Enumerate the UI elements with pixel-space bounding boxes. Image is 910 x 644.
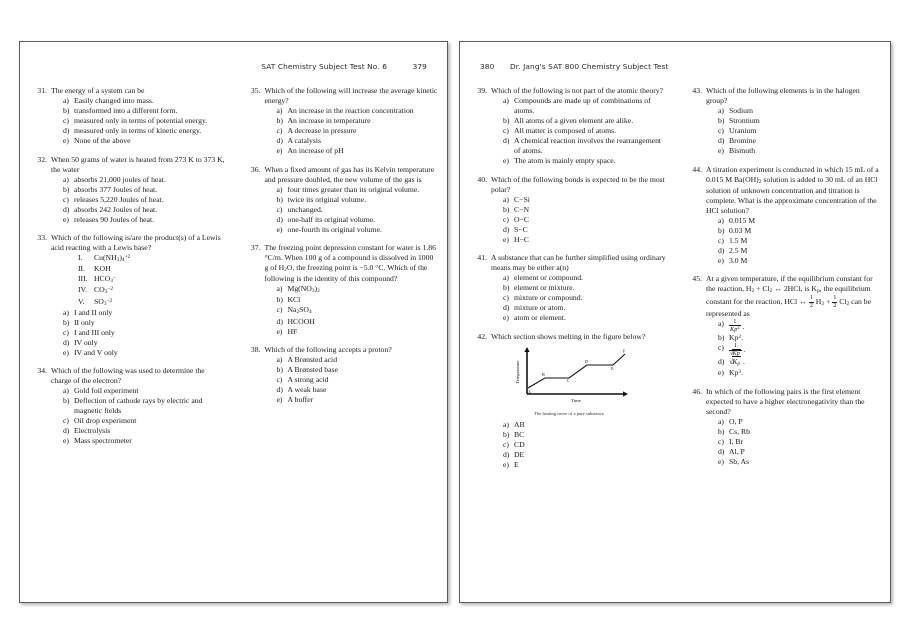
question-stem: Which of the following was used to determine the charge of the electron?: [51, 366, 205, 386]
option-d[interactable]: d) Al, P: [718, 446, 745, 456]
question-42: [476, 332, 667, 470]
option-c[interactable]: c) All matter is composed of atoms.: [503, 126, 617, 135]
option-b[interactable]: b) Strontium: [718, 116, 760, 125]
option-formula: $\frac{1}{Kp^2}$ .: [730, 317, 745, 334]
svg-text:B: B: [542, 371, 545, 377]
option-list: [51, 175, 226, 225]
option-e[interactable]: e) IV and V only: [63, 347, 118, 357]
option-formula: $Na_2SO_4$: [287, 305, 312, 316]
left-column-2: [234, 86, 448, 455]
option-b[interactable]: b) C−N: [503, 204, 530, 214]
roman-formula: $HCO_3^-$: [94, 274, 116, 285]
svg-text:E: E: [611, 365, 614, 371]
question-40: [476, 175, 667, 245]
option-a[interactable]: a) I and II only: [63, 307, 113, 317]
option-a[interactable]: a) Gold foil experiment: [63, 386, 139, 396]
option-e[interactable]: e) Bismuth: [718, 146, 756, 155]
option-c[interactable]: c) releases 5,220 Joules of heat.: [63, 194, 164, 204]
svg-text:Time: Time: [571, 397, 581, 403]
option-b[interactable]: b) BC: [503, 429, 525, 439]
option-c[interactable]: c) CD: [503, 439, 525, 449]
option-c[interactable]: c) A strong acid: [276, 375, 329, 385]
option-c[interactable]: c) Oil drop experiment: [63, 416, 137, 426]
question-stem: In which of the following pairs is the first element expected to have a higher electronegativity than the second?: [706, 386, 865, 416]
option-d[interactable]: d) measured only in terms of kinetic energy.: [63, 126, 202, 135]
question-stem: Which of the following will increase the average kinetic energy?: [264, 86, 438, 105]
question-39: [476, 86, 667, 166]
option-a[interactable]: a) 0.015 M: [718, 215, 756, 225]
page-left: [19, 41, 448, 603]
option-e[interactable]: e) releases 90 Joules of heat.: [63, 214, 155, 224]
option-c[interactable]: c) $Na_2SO_4$: [277, 305, 440, 316]
svg-text:D: D: [585, 358, 589, 364]
option-formula: Kp$^3$.: [729, 368, 744, 378]
option-b[interactable]: b) element or mixture.: [503, 283, 575, 292]
option-b[interactable]: b) Kp$^2$.: [718, 333, 882, 343]
roman-formula: KOH: [94, 264, 111, 274]
svg-text:F: F: [623, 348, 626, 353]
question-stem: Which of the following is not part of the atomic theory?: [491, 86, 664, 95]
option-b[interactable]: b) twice its original volume.: [276, 194, 367, 204]
option-c[interactable]: c) Uranium: [718, 126, 757, 135]
right-page-columns: [460, 86, 890, 478]
question-number: 34.: [37, 366, 47, 376]
option-d[interactable]: d) A chemical reaction involves the rearrangement of atoms.: [503, 136, 662, 155]
option-b[interactable]: b) Cs, Rb: [718, 426, 750, 436]
option-e[interactable]: e) An increase of pH: [276, 146, 344, 155]
option-e[interactable]: e) atom or element.: [503, 313, 566, 322]
roman-item-i: I. $Cu(NH_3)_4^{+2}$: [78, 253, 131, 264]
question-number: 45.: [692, 274, 702, 284]
option-c[interactable]: c) I, Br: [718, 436, 744, 446]
question-44: [691, 165, 882, 266]
svg-text:Temperature: Temperature: [515, 359, 520, 384]
option-b[interactable]: b) 0.03 M: [718, 225, 752, 235]
option-e[interactable]: e) Kp$^3$.: [718, 368, 882, 378]
option-b[interactable]: b) II only: [63, 317, 95, 327]
question-41: [476, 253, 667, 323]
option-c[interactable]: c) I and III only: [63, 327, 115, 337]
option-a[interactable]: a) $\frac{1}{Kp^2}$ .: [718, 319, 882, 333]
left-page-columns: [20, 86, 447, 455]
page-right: [459, 41, 891, 603]
svg-text:A: A: [528, 389, 532, 394]
question-number: 41.: [477, 253, 487, 262]
question-number: 35.: [250, 86, 261, 95]
heating-curve-svg: [497, 346, 642, 408]
option-a[interactable]: a) element or compound.: [503, 273, 583, 282]
option-a[interactable]: a) O, P: [718, 416, 743, 426]
roman-numeral-list: [51, 253, 226, 308]
question-number: 37.: [250, 243, 261, 252]
option-c[interactable]: c) unchanged.: [276, 204, 323, 214]
question-36: [250, 165, 440, 235]
option-list: [706, 216, 882, 266]
option-formula: Kp$^2$.: [729, 333, 744, 343]
option-list: [706, 106, 882, 156]
option-e[interactable]: e) Mass spectrometer: [63, 436, 132, 446]
option-b[interactable]: b) All atoms of a given element are alike.: [503, 116, 634, 125]
option-formula: $√K_p$ .: [729, 357, 745, 368]
roman-formula: $Cu(NH_3)_4^{+2}$: [94, 253, 131, 264]
option-list: [491, 96, 667, 166]
question-32: [36, 155, 226, 225]
heating-curve-figure: [497, 346, 667, 417]
option-e[interactable]: e) The atom is mainly empty space.: [503, 156, 616, 165]
option-d[interactable]: d) $√K_p$ .: [718, 357, 882, 368]
option-list: [265, 284, 440, 336]
option-e[interactable]: e) None of the above: [63, 136, 131, 145]
question-stem: Which of the following accepts a proton?: [264, 345, 392, 355]
question-45: [691, 274, 882, 378]
option-d[interactable]: d) S−C: [503, 224, 528, 234]
question-stem: Which of the following elements is in the halogen group?: [706, 86, 860, 105]
roman-item-v: V. $SO_3^{-2}$: [78, 296, 113, 307]
option-d[interactable]: d) absorbs 242 Joules of heat.: [63, 204, 158, 214]
option-e[interactable]: e) E: [503, 459, 519, 469]
option-e[interactable]: e) Sb, As: [718, 456, 750, 466]
option-e[interactable]: e) HF: [276, 326, 298, 336]
question-number: 40.: [477, 174, 487, 184]
roman-item-iv: IV. $CO_3^{-2}$: [78, 285, 114, 296]
option-c[interactable]: c) A decrease in pressure: [276, 126, 357, 135]
option-list: [51, 386, 226, 446]
option-c[interactable]: c) $\frac{1}{√Kp}$ .: [718, 343, 882, 357]
left-column-1: [20, 86, 234, 455]
option-a[interactable]: a) Sodium: [718, 106, 753, 115]
option-a[interactable]: a) absorbs 21,000 joules of heat.: [63, 174, 166, 184]
option-a[interactable]: a) AB: [503, 419, 525, 429]
option-list: [51, 96, 226, 146]
question-stem: At a given temperature, if the equilibrium constant for the reaction, $H_2 + Cl_2$ ↔ 2HCl, is $K_p$, the equilibrium constant for the reaction, HCl ↔ $\frac{1}{2}$ $H_2$ + $\frac{1}{2}$ $Cl_2$ can be represented as: [706, 274, 873, 318]
option-e[interactable]: e) A buffer: [276, 395, 314, 405]
option-e[interactable]: e) H−C: [503, 234, 530, 244]
option-list: [491, 420, 667, 470]
question-stem: The energy of a system can be: [51, 86, 145, 95]
option-d[interactable]: d) A weak base: [276, 385, 327, 395]
question-stem: A substance that can be further simplified using ordinary means may be either a(n): [491, 253, 666, 272]
option-list: [265, 355, 440, 405]
option-a[interactable]: a) four times greater than its original volume.: [276, 184, 420, 194]
question-46: [691, 387, 882, 467]
option-list: [491, 195, 667, 245]
option-formula: $\frac{1}{√Kp}$ .: [730, 342, 746, 357]
option-a[interactable]: a) C−Si: [503, 194, 530, 204]
option-a[interactable]: a) An increase in the reaction concentration: [276, 106, 414, 115]
roman-formula: $SO_3^{-2}$: [94, 296, 113, 307]
option-d[interactable]: d) A catalysis: [276, 136, 322, 145]
question-31: [36, 86, 226, 146]
option-list: [706, 319, 882, 378]
option-a[interactable]: a) Compounds are made up of combinations of atoms.: [503, 96, 651, 115]
question-37: [250, 243, 440, 337]
right-page-number: 380: [480, 62, 495, 71]
question-number: 31.: [37, 86, 47, 95]
option-a[interactable]: a) Easily changed into mass.: [63, 96, 154, 105]
option-list: [265, 185, 440, 235]
option-a[interactable]: a) A Brønsted acid: [276, 355, 338, 365]
option-b[interactable]: b) Deflection of cathode rays by electric and magnetic fields: [63, 396, 203, 416]
question-number: 42.: [477, 331, 487, 341]
option-b[interactable]: b) A Brønsted base: [276, 365, 338, 375]
question-stem: A titration experiment is conducted in which 15 mL of a 0.015 M $Ba(OH)_2$ solution is added to 30 mL of an HCl solution of unknown concentration and titration is complete. What is the approximate concentration of the HCl solution?: [706, 164, 879, 215]
option-d[interactable]: d) HCOOH: [276, 316, 315, 326]
left-page-number: 379: [412, 62, 427, 71]
option-d[interactable]: d) Bromine: [718, 136, 756, 145]
left-page-header-title: SAT Chemistry Subject Test No. 6: [261, 62, 387, 71]
option-formula: $Mg(NO_3)_2$: [287, 284, 320, 295]
question-number: 36.: [250, 164, 261, 174]
option-d[interactable]: d) one-half its original volume.: [276, 214, 376, 224]
question-stem: Which of the following is/are the product(s) of a Lewis acid reacting with a Lewis base?: [51, 233, 221, 252]
option-d[interactable]: d) mixture or atom.: [503, 303, 566, 312]
roman-item-ii: II. KOH: [78, 264, 111, 274]
question-number: 38.: [250, 345, 261, 355]
question-35: [250, 86, 440, 156]
option-b[interactable]: b) transformed into a different form.: [63, 106, 178, 115]
question-number: 44.: [692, 164, 702, 174]
question-number: 33.: [37, 233, 47, 242]
option-d[interactable]: d) DE: [503, 449, 525, 459]
question-stem: When 50 grams of water is heated from 273 K to 373 K, the water: [51, 154, 225, 174]
figure-caption: The heating curve of a pure substance: [534, 411, 604, 416]
question-number: 43.: [692, 86, 702, 95]
option-d[interactable]: d) Electrolysis: [63, 426, 111, 436]
question-34: [36, 366, 226, 446]
option-list: [491, 273, 667, 323]
option-c[interactable]: c) mixture or compound.: [503, 293, 583, 302]
option-d[interactable]: d) IV only: [63, 337, 98, 347]
question-38: [250, 345, 440, 405]
option-b[interactable]: b) An increase in temperature: [276, 116, 371, 125]
option-c[interactable]: c) 1.5 M: [718, 235, 748, 245]
question-stem: Which section shows melting in the figure below?: [491, 331, 646, 341]
option-a[interactable]: a) $Mg(NO_3)_2$: [277, 284, 440, 295]
option-list: [265, 106, 440, 156]
right-column-2: [675, 86, 890, 478]
question-number: 32.: [37, 154, 47, 164]
question-stem: Which of the following bonds is expected to be the most polar?: [491, 174, 665, 194]
question-number: 39.: [477, 86, 487, 95]
option-c[interactable]: c) measured only in terms of potential energy.: [63, 116, 208, 125]
option-list: [51, 308, 226, 358]
option-e[interactable]: e) one-fourth its original volume.: [276, 224, 382, 234]
question-number: 46.: [692, 386, 702, 396]
option-d[interactable]: d) 2.5 M: [718, 245, 748, 255]
roman-formula: $CO_3^{-2}$: [94, 285, 114, 296]
option-b[interactable]: b) absorbs 377 Joules of heat.: [63, 184, 158, 194]
right-page-header-title: Dr. Jang's SAT 800 Chemistry Subject Test: [510, 62, 669, 71]
option-c[interactable]: c) O−C: [503, 214, 530, 224]
question-stem: The freezing point depression constant for water is 1.86 °C/m. When 100 g of a compound is dissolved in 1000 g of $H_2O$, the freezing point is −5.0 °C. Which of the following is the identity of this compound?: [264, 243, 436, 284]
question-stem: When a fixed amount of gas has its Kelvin temperature and pressure doubled, the new volume of the gas is: [264, 164, 435, 184]
option-b[interactable]: b) KCl: [276, 295, 301, 305]
question-43: [691, 86, 882, 156]
roman-item-iii: III. $HCO_3^-$: [78, 274, 116, 285]
option-list: [706, 417, 882, 467]
question-33: [36, 233, 226, 358]
svg-text:C: C: [567, 377, 570, 383]
right-column-1: [460, 86, 675, 478]
option-e[interactable]: e) 3.0 M: [718, 255, 748, 265]
